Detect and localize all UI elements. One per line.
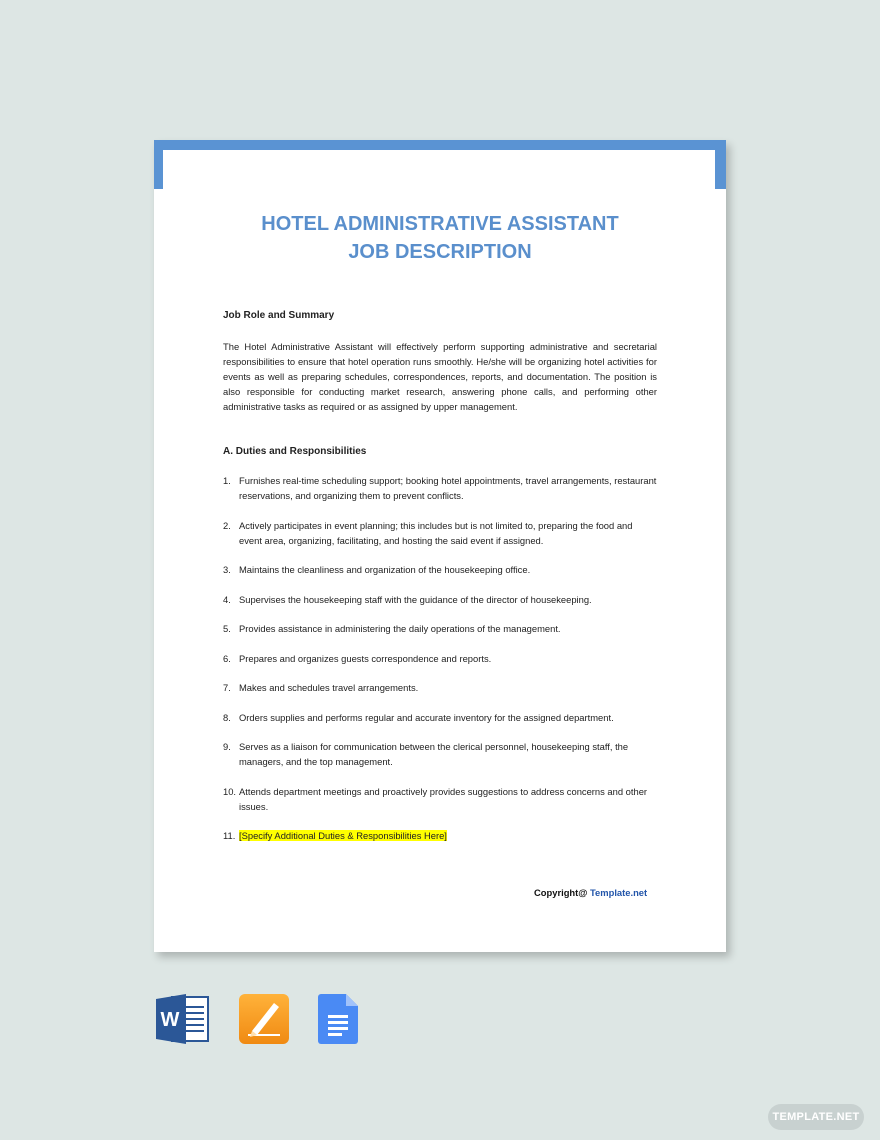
document-body: [223, 308, 657, 858]
google-docs-icon[interactable]: [318, 993, 360, 1050]
list-item-number: 8.: [223, 711, 231, 723]
list-item-text: Supervises the housekeeping staff with the guidance of the director of housekeeping.: [239, 593, 592, 605]
list-item: [223, 651, 657, 666]
list-item-text: Maintains the cleanliness and organization of the housekeeping office.: [239, 564, 531, 575]
title-line-1: HOTEL ADMINISTRATIVE ASSISTANT: [261, 213, 619, 235]
list-item: [223, 739, 657, 769]
list-item-number: 11.: [223, 830, 236, 841]
title-line-2: JOB DESCRIPTION: [348, 241, 532, 263]
section-heading-summary: Job Role and Summary: [223, 310, 335, 321]
list-item-number: 5.: [223, 623, 231, 634]
placeholder-highlight: [Specify Additional Duties & Responsibilities Here]: [239, 830, 447, 841]
list-item: [223, 784, 657, 814]
document-page: [154, 140, 726, 952]
copyright-notice: [534, 887, 647, 898]
list-item: [223, 518, 657, 548]
list-item-text: Serves as a liaison for communication between the clerical personnel, housekeeping staff, the managers, and the top management.: [239, 741, 629, 767]
list-item-number: 10.: [223, 785, 237, 797]
duties-list: [223, 473, 657, 843]
list-item: [223, 680, 657, 695]
page-frame-top: [154, 140, 726, 150]
list-item-number: 4.: [223, 593, 231, 605]
summary-paragraph: The Hotel Administrative Assistant will effectively perform supporting administrative and secretarial responsibilities to ensure that hotel operation runs smoothly. He/she will be organizing hotel activities for events as well as preparing schedules, correspondences, reports, and documentation. The position is also responsible for conducting market research, answering phone calls, and performing other administrative tasks as required or as assigned by upper management.: [223, 341, 657, 412]
document-title: [154, 210, 726, 266]
list-item: [223, 473, 657, 503]
word-icon[interactable]: [156, 993, 210, 1050]
list-item-text: Orders supplies and performs regular and accurate inventory for the assigned department.: [239, 711, 614, 723]
pages-icon[interactable]: [238, 993, 290, 1050]
section-heading-duties: A. Duties and Responsibilities: [223, 446, 367, 457]
list-item-text: Furnishes real-time scheduling support; booking hotel appointments, travel arrangements, restaurant reservations, and organizing them to prevent conflicts.: [239, 475, 657, 501]
list-item-number: 9.: [223, 741, 231, 752]
list-item-text: Actively participates in event planning; this includes but is not limited to, preparing the food and event area, organizing, facilitating, and hosting the said event if assigned.: [239, 519, 633, 546]
list-item-number: 1.: [223, 475, 231, 486]
word-icon-letter: W: [160, 1009, 180, 1031]
list-item-number: 6.: [223, 652, 231, 664]
list-item-number: 3.: [223, 564, 231, 575]
list-item-number: 2.: [223, 519, 231, 531]
list-item: [223, 621, 657, 636]
list-item-text: Provides assistance in administering the daily operations of the management.: [239, 623, 561, 634]
list-item-text: Prepares and organizes guests correspondence and reports.: [239, 652, 492, 664]
copyright-link[interactable]: Template.net: [590, 887, 648, 898]
watermark-badge: TEMPLATE.NET: [768, 1104, 864, 1130]
list-item-placeholder: [223, 828, 657, 843]
list-item-text: Makes and schedules travel arrangements.: [239, 682, 419, 693]
list-item: [223, 562, 657, 577]
list-item-text: Attends department meetings and proactively provides suggestions to address concerns and other issues.: [239, 785, 648, 812]
copyright-label: Copyright@: [534, 887, 591, 898]
list-item-number: 7.: [223, 682, 231, 693]
page-frame-right: [715, 140, 726, 189]
page-frame-left: [154, 140, 163, 189]
list-item: [223, 592, 657, 607]
list-item: [223, 710, 657, 725]
